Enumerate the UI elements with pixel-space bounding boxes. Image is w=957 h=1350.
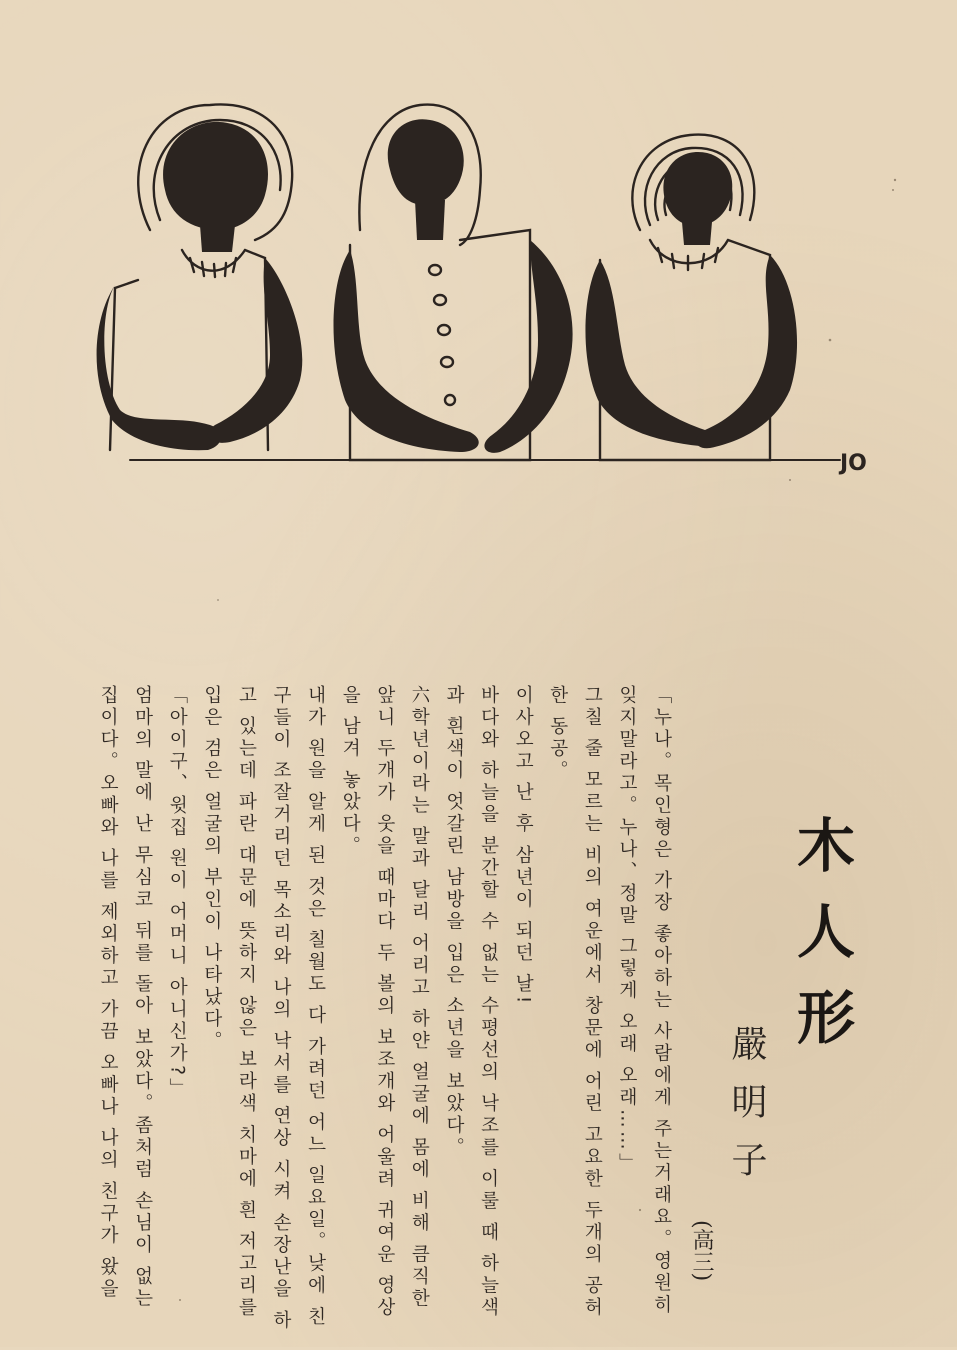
figure-middle-head <box>388 119 464 205</box>
author-grade: (高三) <box>689 1220 714 1282</box>
figure-middle-arm-left <box>334 250 479 452</box>
figure-left-head <box>163 122 268 230</box>
figure-right-head <box>663 152 732 226</box>
figure-right-arm-right <box>696 255 797 448</box>
paragraph: 바다와 하늘을 분간할 수 없는 수평선의 낙조를 이룰 때 하늘색과 흰색이 엇갈린 남방을 입은 소년을 보았다。 <box>443 685 500 1320</box>
button-1 <box>429 265 441 275</box>
paragraph: 이사오고 난 후 삼년이 되던 날! <box>512 685 534 1007</box>
woodcut-illustration <box>60 80 900 500</box>
paragraph: 「누나。목인형은 가장 좋아하는 사람에게 주는거래요。영원히 잊지말라고。누나、정말 그렇게 오래 오래……」 <box>616 685 672 1317</box>
button-2 <box>434 295 446 305</box>
article-author: 嚴明子 <box>726 1025 767 1199</box>
button-5 <box>445 395 455 405</box>
paragraph: 엄마의 말에 난 무심코 뒤를 돌아 보았다。좀처럼 손님이 없는 집이다。오빠와 나를 제외하고 가끔 오빠나 나의 친구가 왔을 <box>97 685 154 1311</box>
article-title: 木人形 <box>787 815 855 1073</box>
figure-left-neck <box>200 225 235 252</box>
paragraph: 내가 원을 알게 된 것은 칠월도 다 가려던 어느 일요일。낮에 친구들이 조잘거리던 목소리와 나의 낙서를 연상 시켜 손장난을 하고 있는데 파란 대문에 뜻하지 않은 보라색 치마에 흰 저고리를 입은 검은 얼굴의 부인이 나타났다。 <box>201 685 327 1333</box>
figure-left-arm-right <box>208 258 302 443</box>
paragraph: 「아이구、윗집 원이 어머니 아니신가?」 <box>166 685 188 1101</box>
figure-middle-neck <box>415 200 445 240</box>
button-3 <box>438 325 450 335</box>
article-body <box>82 685 678 1335</box>
button-4 <box>441 357 453 367</box>
paragraph: 六학년이라는 말과 달리 어리고 하얀 얼굴에 몸에 비해 큼직한 앞니 두개가 웃을 때마다 두 볼의 보조개와 어울려 귀여운 영상을 남겨 놓았다。 <box>339 685 430 1320</box>
title-block <box>689 790 880 1350</box>
figure-right-arm-left <box>585 260 713 446</box>
figure-right-neck <box>682 222 712 245</box>
illustration-signature: JO <box>840 451 867 476</box>
figure-middle-arm-right <box>484 240 572 453</box>
paragraph: 그칠 줄 모르는 비의 여운에서 창문에 어린 고요한 두개의 공허한 동공。 <box>547 685 603 1320</box>
